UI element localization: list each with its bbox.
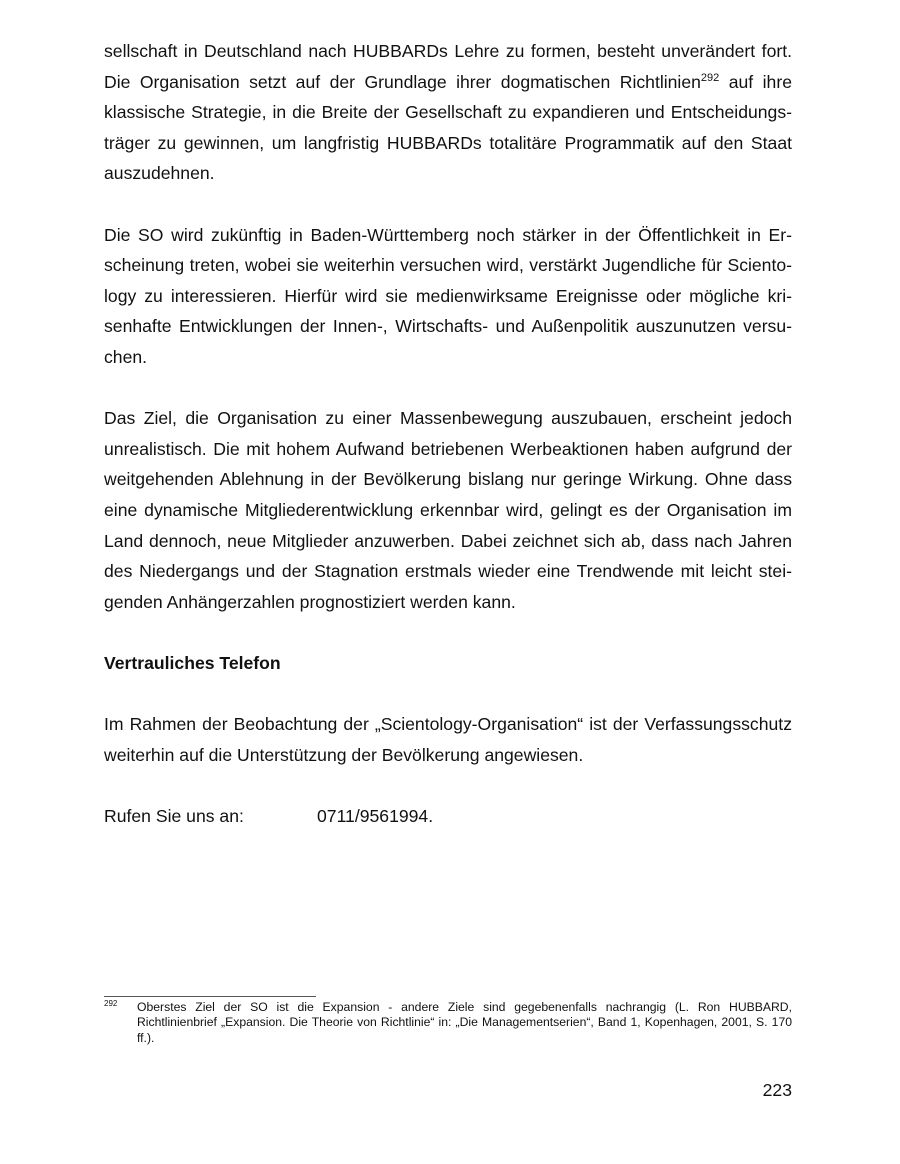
text-line: [104, 67, 792, 98]
text-line: Das Ziel, die Organisation zu einer Massenbewegung auszubauen, erscheint jedoch: [104, 408, 792, 429]
text-line: träger zu gewinnen, um langfristig HUBBARDs totalitäre Programmatik auf den Staat: [104, 132, 792, 153]
text-line: auszudehnen.: [104, 163, 215, 184]
text-line: scheinung treten, wobei sie weiterhin versuchen wird, verstärkt Jugendliche für Sciento-: [104, 255, 792, 276]
phone-line: [104, 801, 792, 832]
text-line: senhafte Entwicklungen der Innen-, Wirtschafts- und Außenpolitik auszunutzen versu-: [104, 316, 792, 337]
footnote-divider: [104, 996, 316, 997]
text-line: sellschaft in Deutschland nach HUBBARDs Lehre zu formen, besteht unverändert fort.: [104, 41, 792, 61]
text-line: weitgehenden Ablehnung in der Bevölkerung bislang nur geringe Wirkung. Ohne dass: [104, 469, 792, 490]
page-number: 223: [762, 1080, 792, 1100]
text-line: genden Anhängerzahlen prognostiziert werden kann.: [104, 591, 516, 612]
text-line: Land dennoch, neue Mitglieder anzuwerben. Dabei zeichnet sich ab, dass nach Jahren: [104, 530, 792, 551]
paragraph-3: [104, 403, 792, 617]
paragraph-2: [104, 220, 792, 373]
text-line: des Niedergangs und der Stagnation erstmals wieder eine Trendwende mit leicht stei-: [104, 561, 792, 582]
phone-label: Rufen Sie uns an:: [104, 805, 244, 826]
footnote-reference: 292: [700, 71, 720, 84]
text-line: Die SO wird zukünftig in Baden-Württemberg noch stärker in der Öffentlichkeit in Er-: [104, 224, 792, 245]
footnote: [104, 1000, 792, 1046]
paragraph-1: [104, 36, 792, 189]
text-line: weiterhin auf die Unterstützung der Bevölkerung angewiesen.: [104, 744, 584, 765]
paragraph-4: [104, 709, 792, 770]
text-line: unrealistisch. Die mit hohem Aufwand betriebenen Werbeaktionen haben aufgrund der: [104, 438, 792, 459]
footnote-mark: 292: [104, 999, 118, 1008]
text-line: eine dynamische Mitgliederentwicklung erkennbar wird, gelingt es der Organisation im: [104, 499, 792, 520]
footnote-text: Oberstes Ziel der SO ist die Expansion - andere Ziele sind gegebenenfalls nachrangig (L. Ron HUBBARD, Richtlinienbrief „Expansion. Die Theorie von Richtlinie“ in: „Die Managementserien“, Band 1, Kopenhagen, 2001, S. 170 ff.).: [137, 1000, 792, 1045]
text-line: chen.: [104, 346, 148, 367]
text-line: logy zu interessieren. Hierfür wird sie medienwirksame Ereignisse oder mögliche kri-: [104, 285, 792, 306]
text-line: Im Rahmen der Beobachtung der „Scientology-Organisation“ ist der Verfassungsschutz: [104, 714, 792, 735]
text-segment: auf ihre: [719, 71, 792, 92]
text-line: klassische Strategie, in die Breite der Gesellschaft zu expandieren und Entscheidungs-: [104, 102, 792, 123]
main-content: [104, 36, 792, 831]
section-heading: Vertrauliches Telefon: [104, 652, 281, 673]
text-segment: Die Organisation setzt auf der Grundlage ihrer dogmatischen Richtlinien: [104, 71, 701, 92]
phone-number: 0711/9561994.: [317, 805, 434, 826]
